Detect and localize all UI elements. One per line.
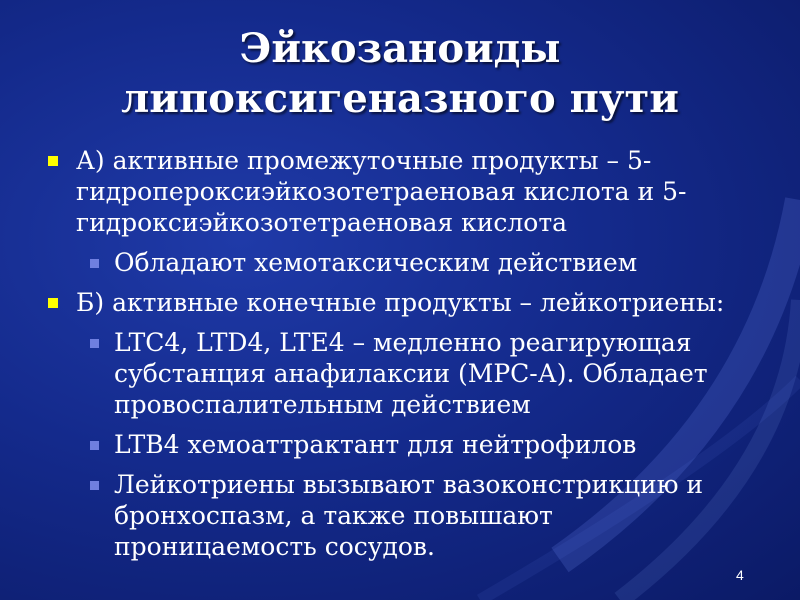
bullet-item-a <box>46 145 756 238</box>
yellow-square-bullet-icon <box>48 298 58 308</box>
blue-square-bullet-icon <box>90 481 99 490</box>
page-number: 4 <box>736 567 744 583</box>
bullet-text: Б) активные конечные продукты – лейкотриены: <box>76 288 725 317</box>
yellow-square-bullet-icon <box>48 156 58 166</box>
blue-square-bullet-icon <box>90 339 99 348</box>
sub-bullet-text: Лейкотриены вызывают вазоконстрикцию и бронхоспазм, а также повышают проницаемость сосудов. <box>114 470 704 561</box>
bullet-list <box>46 145 756 571</box>
sub-bullet-text: Обладают хемотаксическим действием <box>114 248 638 277</box>
blue-square-bullet-icon <box>90 259 99 268</box>
sub-bullet-text: LTC4, LTD4, LTE4 – медленно реагирующая субстанция анафилаксии (МРС-А). Обладает провоспалительным действием <box>114 328 708 419</box>
blue-square-bullet-icon <box>90 441 99 450</box>
sub-bullet-chemotaxis <box>46 247 756 278</box>
bullet-item-b <box>46 287 756 318</box>
sub-bullet-srs-a <box>46 327 756 420</box>
sub-bullet-text: LTB4 хемоаттрактант для нейтрофилов <box>114 430 637 459</box>
slide-title: Эйкозаноиды липоксигеназного пути <box>121 25 679 122</box>
bullet-text: А) активные промежуточные продукты – 5-гидропероксиэйкозотетраеновая кислота и 5-гидроксиэйкозотетраеновая кислота <box>76 146 687 237</box>
sub-bullet-ltb4 <box>46 429 756 460</box>
sub-bullet-vasoconstriction <box>46 469 756 562</box>
